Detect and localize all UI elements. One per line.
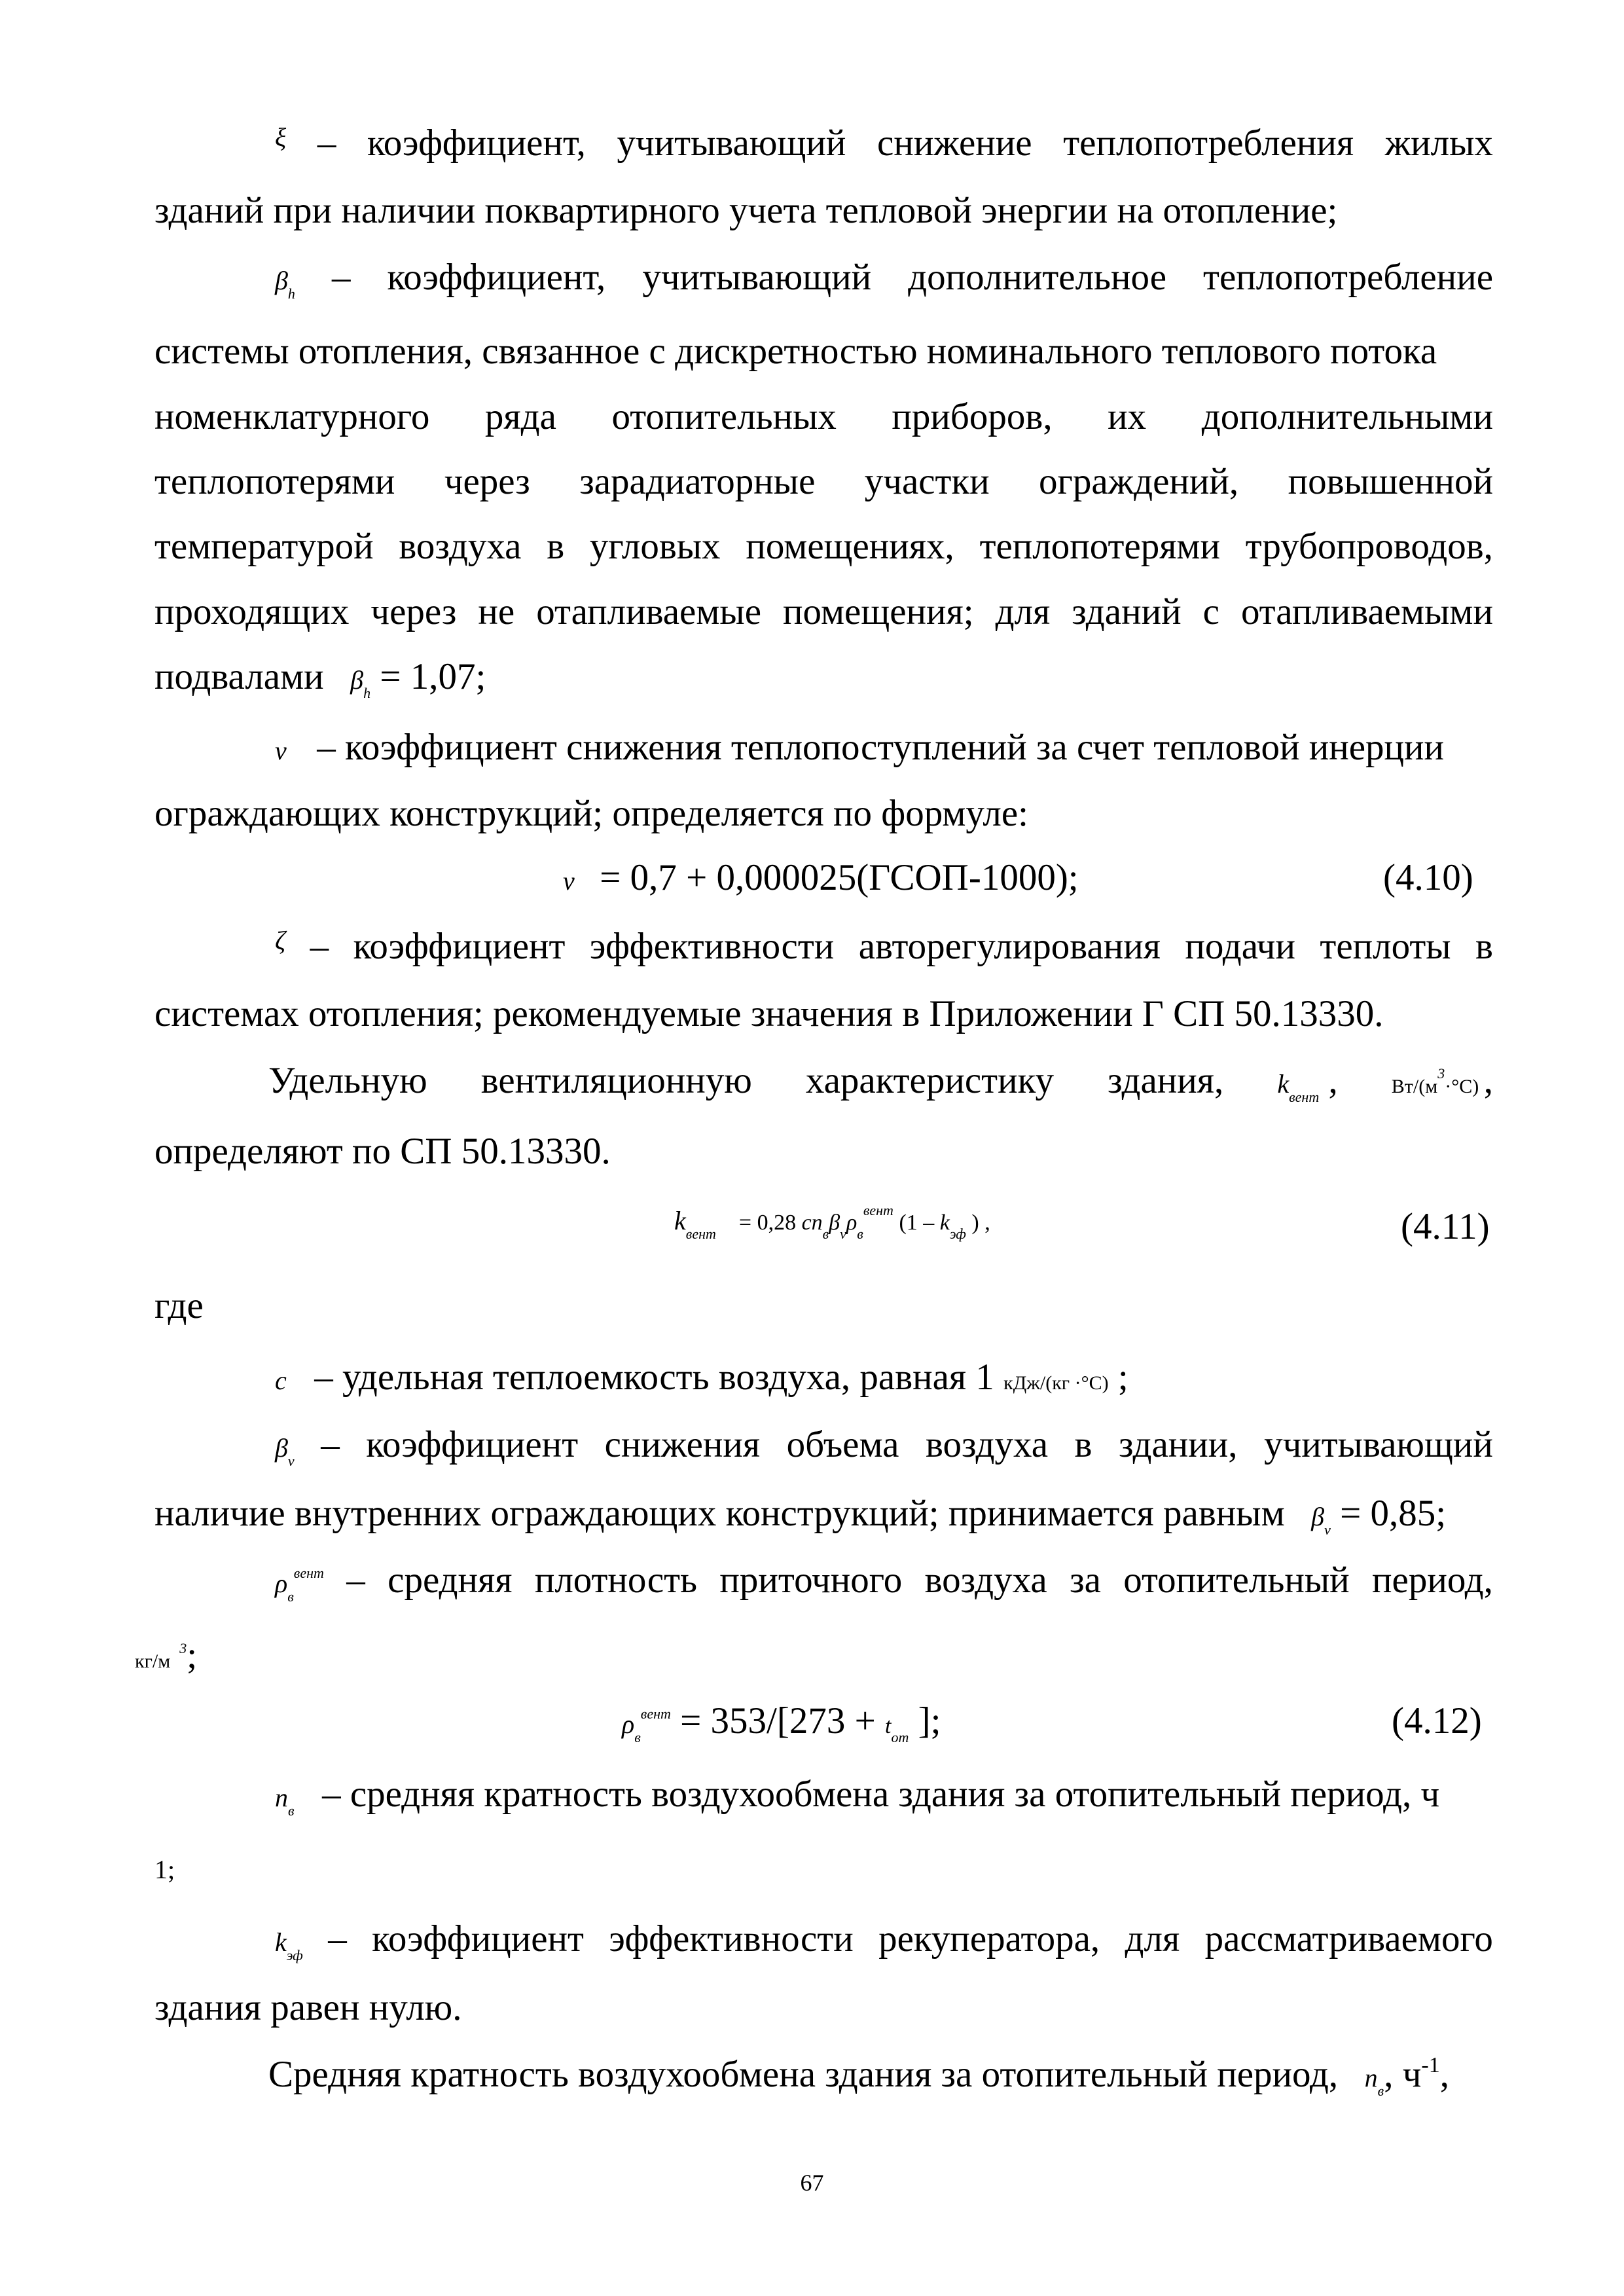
para-kvent-definition: Удельную вентиляционную характеристику здания, $k_{вент}$ , $Вт/(м^3\cdot^\circ С)$ , (268, 1060, 1493, 1105)
text-line: зданий при наличии поквартирного учета тепловой энергии на отопление; (154, 190, 1338, 231)
text-line: ограждающих конструкций; определяется по формуле: (154, 793, 1028, 834)
text-line-justified: номенклатурного ряда отопительных приборов, их дополнительными (154, 396, 1493, 437)
para-c: c – удельная теплоемкость воздуха, равная 1 кДж/(кг ·°С) ; (275, 1357, 1128, 1398)
symbol-c: c (275, 1366, 287, 1395)
para-rho: $\rho_в^{вент}$ – средняя плотность приточного воздуха за отопительный период, (275, 1559, 1493, 1605)
equation-4-10: ν = 0,7 + 0,000025(ГСОП-1000); (563, 857, 1079, 898)
equation-4-11: $k_{вент} = 0,28$ $cn_в\beta_\nu\rho_в^{вент}$ ($1 - k_{эф}$ ) , (674, 1202, 990, 1242)
symbol-xi: ξ (275, 122, 287, 152)
para-zeta: ζ – коэффициент эффективности авторегулирования подачи теплоты в (275, 926, 1493, 967)
para-xi: ξ – коэффициент, учитывающий снижение теплопотребления жилых (275, 122, 1493, 164)
text-line: 1; (154, 1855, 175, 1884)
symbol-nu: ν (275, 736, 287, 765)
text-line: наличие внутренних ограждающих конструкций; принимается равным $\beta_\nu = 0,85$; (154, 1493, 1447, 1538)
para-nu: ν – коэффициент снижения теплопоступлений за счет тепловой инерции (275, 727, 1445, 768)
text-line: системах отопления; рекомендуемые значения в Приложении Г СП 50.13330. (154, 993, 1384, 1034)
unit-line: $кг/м^3$; (135, 1635, 198, 1676)
equation-number: (4.10) (1383, 857, 1473, 898)
text-line: подвалами $\beta_h = 1,07$; (154, 656, 486, 701)
text-line-justified: теплопотерями через зарадиаторные участки ограждений, повышенной (154, 461, 1493, 502)
para-beta-nu: $\beta_\nu$ – коэффициент снижения объема воздуха в здании, учитывающий (275, 1424, 1493, 1469)
para-k-ef: $k_{эф}$ – коэффициент эффективности рекуператора, для рассматриваемого (275, 1918, 1493, 1963)
text-line-justified: проходящих через не отапливаемые помещения; для зданий с отапливаемыми (154, 591, 1493, 632)
text-line: определяют по СП 50.13330. (154, 1131, 611, 1172)
symbol-zeta: ζ (275, 926, 286, 955)
para-average-exchange: Средняя кратность воздухообмена здания за отопительный период, $n_в$, $ч^{-1}$, (268, 2053, 1449, 2099)
page-number: 67 (800, 2170, 824, 2196)
para-beta-h: $\beta_h$ – коэффициент, учитывающий дополнительное теплопотребление (275, 257, 1493, 302)
text-line: здания равен нулю. (154, 1987, 462, 2028)
text-line: системы отопления, связанное с дискретностью номинального теплового потока (154, 331, 1437, 372)
equation-number: (4.12) (1392, 1700, 1482, 1741)
para-n: $n_в$ – средняя кратность воздухообмена здания за отопительный период, ч (275, 1774, 1440, 1819)
text-line-justified: температурой воздуха в угловых помещениях, теплопотерями трубопроводов, (154, 526, 1493, 567)
equation-number: (4.11) (1401, 1206, 1490, 1247)
equation-4-12: $\rho_в^{вент} = 353/[273 + t_{от}$ ]; (622, 1700, 941, 1745)
text-line: где (154, 1285, 204, 1326)
